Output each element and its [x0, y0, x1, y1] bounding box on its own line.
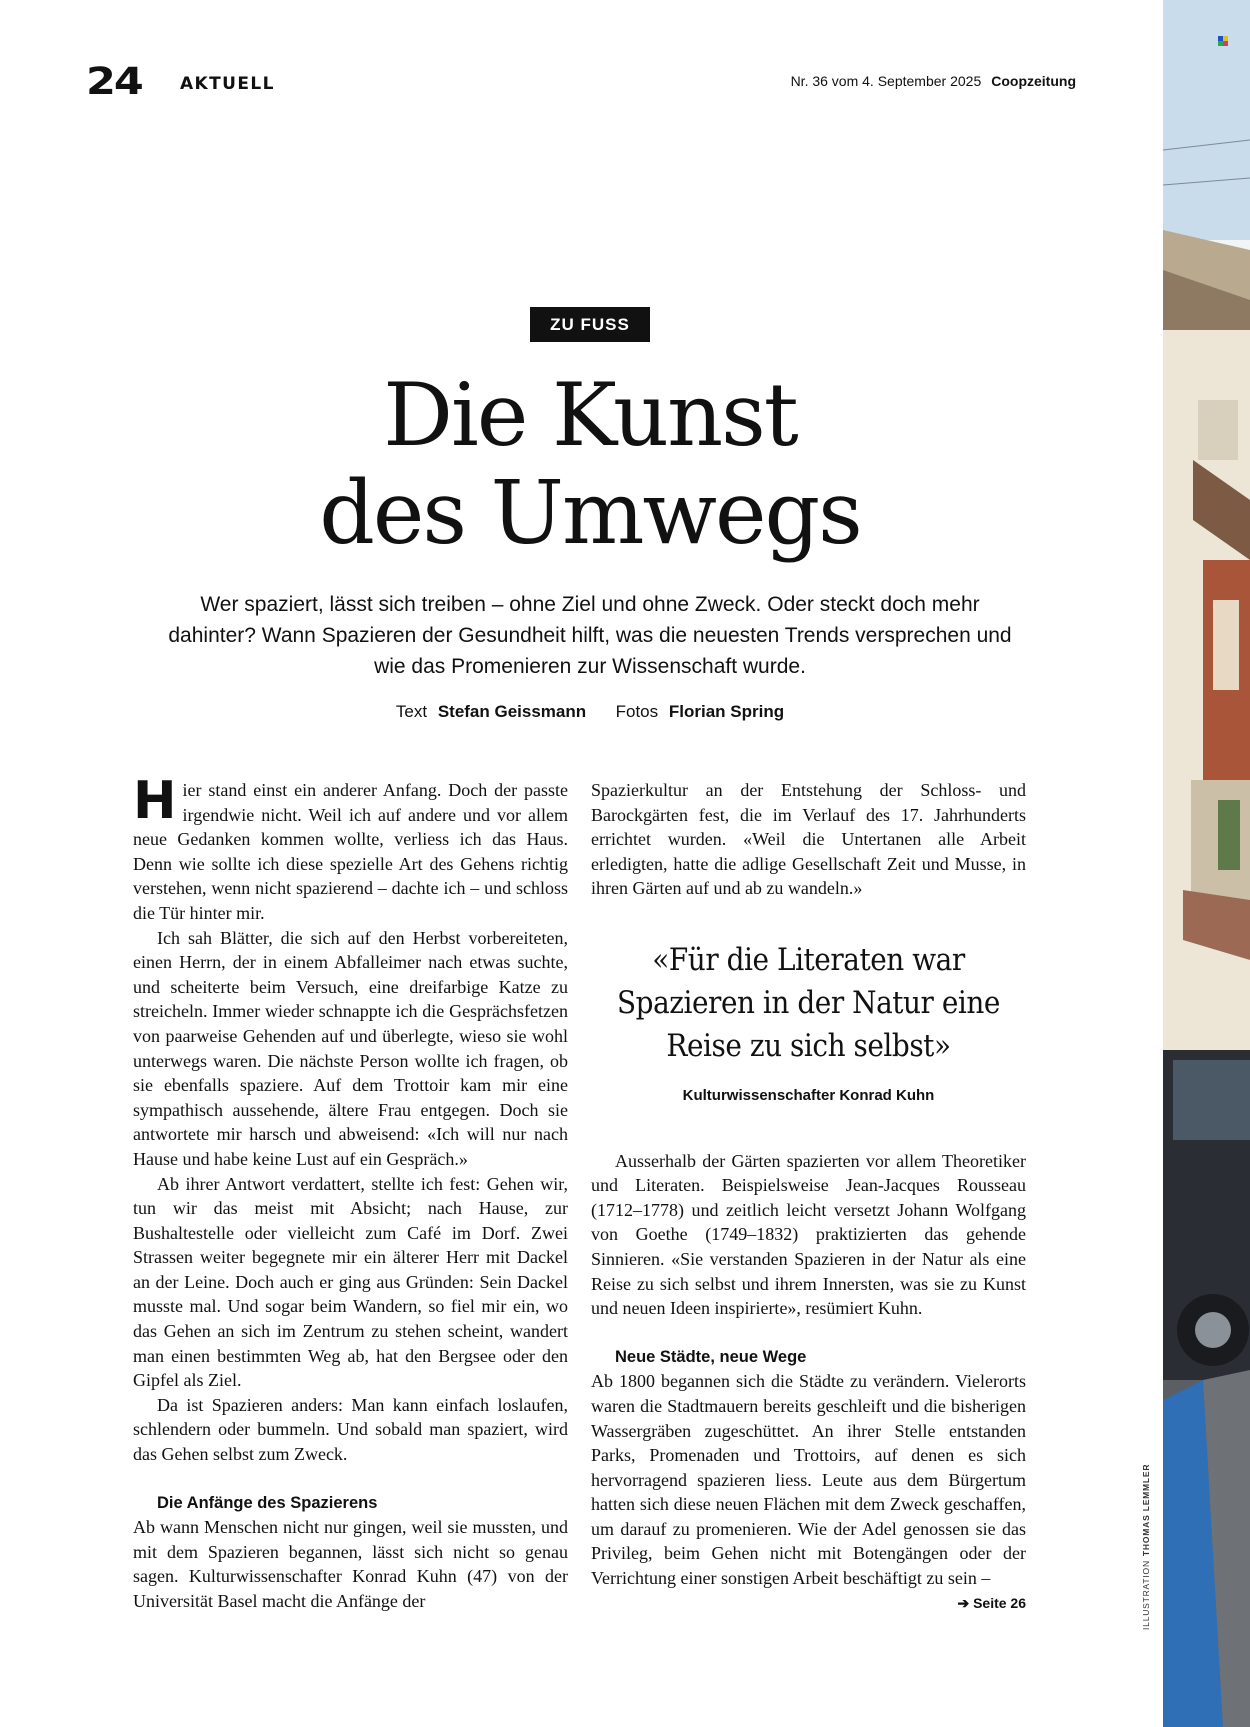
pull-quote-text: «Für die Literaten war Spazieren in der Natur eine Reise zu sich selbst»	[617, 941, 1000, 1064]
headline	[130, 366, 1050, 562]
credit-label: ILLUSTRATION	[1141, 1560, 1151, 1630]
subheading: Neue Städte, neue Wege	[615, 1347, 807, 1366]
body-paragraph: Ich sah Blätter, die sich auf den Herbst vorbereiteten, einen Herrn, der in einem Abfalleimer nach etwas suchte, und scheiterte beim Versuch, eine dreifarbige Katze zu streicheln. Immer wieder schnappte ich die Gesprächsfetzen von paarweise Gehenden auf und überlegte, wieso sie wohl unterwegs waren. Die nächste Person wollte ich fragen, ob sie ebenfalls spaziere. Auf dem Trottoir kam mir eine sympathisch aussehende, ältere Frau entgegen. Doch sie antwortete mir harsch und abweisend: «Ich will nur nach Hause und habe keine Lust auf ein Gespräch.»	[133, 927, 568, 1169]
byline-author: Stefan Geissmann	[437, 702, 587, 721]
body-paragraph: Da ist Spazieren anders: Man kann einfach loslaufen, schlendern oder bummeln. Und sobald man spaziert, wird das Gehen selbst zum Zweck.	[133, 1394, 568, 1465]
drop-cap: H	[133, 771, 177, 831]
body-paragraph: Ab wann Menschen nicht nur gingen, weil sie mussten, und mit dem Spazieren begannen, lässt sich nicht so genau sagen. Kulturwissenschafter Konrad Kuhn (47) von der Universität Basel macht die Anfänge der	[133, 1517, 568, 1611]
body-paragraph: Ausserhalb der Gärten spazierten vor allem Theoretiker und Literaten. Beispielsweise Jean-Jacques Rousseau (1712–1778) und zeitlich leicht versetzt Johann Wolfgang von Goethe (1749–1832) praktizierten das gehende Sinnieren. «Sie verstanden Spazieren in der Natur als eine Reise zu sich selbst und ihrem Innersten, was sie zu Kunst und neuen Ideen inspirierte», resümiert Kuhn.	[591, 1150, 1026, 1319]
byline-text-label: Text	[395, 702, 428, 721]
body-column-2	[591, 778, 1026, 1615]
headline-line-2: des Umwegs	[319, 462, 861, 564]
body-paragraph: Hier stand einst ein anderer Anfang. Doch der passte irgendwie nicht. Weil ich auf andere und vor allem neue Gedanken kommen wollte, verliess ich das Haus. Denn wie sollte ich diese spezielle Art des Gehens richtig verstehen, wenn nicht spazierend – dachte ich – und schloss die Tür hinter mir.	[133, 771, 568, 923]
pull-quote-source: Kulturwissenschafter Konrad Kuhn	[682, 1086, 935, 1104]
color-registration-mark	[1218, 33, 1228, 43]
illustration-credit	[1141, 1464, 1151, 1630]
body-paragraph: Spazierkultur an der Entstehung der Schloss- und Barockgärten fest, die im Verlauf des 17. Jahrhunderts errichtet wurden. «Weil die Untertanen alle Arbeit erledigten, hatte die adlige Gesellschaft Zeit und Musse, in ihren Gärten auf und ab zu wandeln.»	[591, 780, 1026, 899]
credit-name: THOMAS LEMMLER	[1141, 1463, 1151, 1557]
section-label: AKTUELL	[180, 74, 275, 94]
subheading: Die Anfänge des Spazierens	[157, 1493, 378, 1512]
issue-date: Nr. 36 vom 4. September 2025	[790, 73, 982, 89]
issue-info	[791, 73, 1076, 89]
publication-name: Coopzeitung	[991, 73, 1076, 89]
body-paragraph: Ab ihrer Antwort verdattert, stellte ich fest: Gehen wir, tun wir das meist mit Absicht; nach Hause, zur Bushaltestelle oder vielleicht zum Café im Dorf. Zwei Strassen weiter begegnete mir ein älterer Herr mit Dackel an der Leine. Doch auch er ging aus Gründen: Sein Dackel musste mal. Und sogar beim Wandern, so fiel mir ein, wo das Gehen an sich im Zentrum zu stehen scheint, wandert man einen bestimmten Weg ab, hat den Bergsee oder den Gipfel als Ziel.	[133, 1173, 568, 1391]
byline	[160, 702, 1020, 722]
continued-on-link[interactable]: ➔ Seite 26	[957, 1594, 1026, 1611]
byline-photographer: Florian Spring	[668, 702, 785, 721]
lead-paragraph: Wer spaziert, lässt sich treiben – ohne Ziel und ohne Zweck. Oder steckt doch mehr dahinter? Wann Spazieren der Gesundheit hilft, was die neuesten Trends versprechen und wie das Promenieren zur Wissenschaft wurde.	[168, 593, 1012, 678]
kicker-label: ZU FUSS	[530, 307, 650, 342]
body-column-1	[133, 771, 568, 1614]
page-number: 24	[86, 60, 142, 104]
pull-quote	[591, 939, 1026, 1109]
street-photo	[1163, 0, 1250, 1727]
body-paragraph: Ab 1800 begannen sich die Städte zu verändern. Vielerorts waren die Stadtmauern bereits geschleift und die bisherigen Wassergräben zugeschüttet. An ihrer Stelle entstanden Parks, Promenaden und Trottoirs, auf denen es sich hervorragend spazieren liess. Leute aus dem Bürgertum hatten sich diese neuen Flächen mit dem Zweck geschaffen, um darauf zu promenieren. Wie der Adel genossen sie das Privileg, beim Gehen nicht mit Botengängen oder der Verrichtung einer sonstigen Arbeit beschäftigt zu sein – ➔ Seite 26	[591, 1369, 1026, 1590]
headline-line-1: Die Kunst	[383, 364, 797, 466]
byline-photo-label: Fotos	[615, 702, 659, 721]
